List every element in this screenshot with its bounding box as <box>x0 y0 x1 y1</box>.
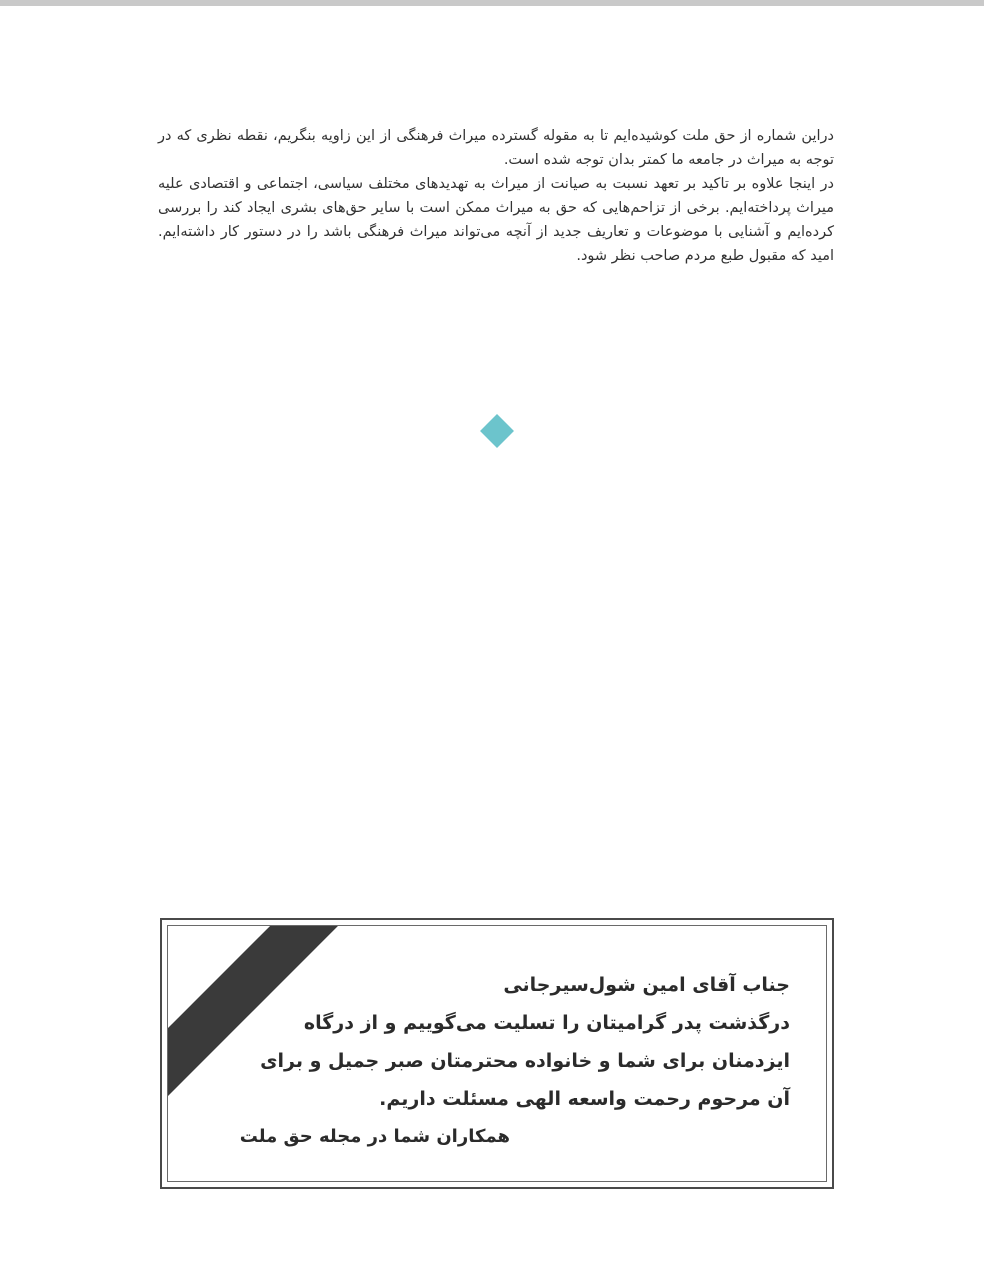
editorial-text <box>158 124 834 268</box>
condolence-recipient: جناب آقای امین شول‌سیرجانی <box>503 974 790 996</box>
condolence-notice-box <box>160 918 834 1189</box>
condolence-body: درگذشت پدر گرامیتان را تسلیت می‌گوییم و از درگاه ایزدمنان برای شما و خانواده محترمتان صبر جمیل و برای آن مرحوم رحمت واسعه الهی مسئلت داریم. <box>260 1012 790 1110</box>
condolence-notice-inner-frame <box>167 925 827 1182</box>
editorial-paragraph-1: دراین شماره از حق ملت کوشیده‌ایم تا به مقوله گسترده میراث فرهنگی از این زاویه بنگریم، نقطه نظری که در توجه به میراث در جامعه ما کمتر بدان توجه شده است. <box>158 128 834 168</box>
diamond-ornament-icon <box>480 414 514 448</box>
condolence-message <box>250 966 790 1118</box>
top-edge-bar <box>0 0 984 6</box>
condolence-signature: همکاران شما در مجله حق ملت <box>239 1126 510 1147</box>
editorial-paragraph-2: در اینجا علاوه بر تاکید بر تعهد نسبت به صیانت از میراث به تهدیدهای مختلف سیاسی، اجتماعی و اقتصادی علیه میراث پرداخته‌ایم. برخی از تزاحم‌هایی که حق به میراث ممکن است با سایر حق‌های بشری ایجاد کند را بررسی کرده‌ایم و آشنایی با موضوعات و تعاریف جدید از آنچه می‌تواند میراث فرهنگی باشد را در دستور کار داشته‌ایم. امید که مقبول طبع مردم صاحب نظر شود. <box>158 176 834 264</box>
